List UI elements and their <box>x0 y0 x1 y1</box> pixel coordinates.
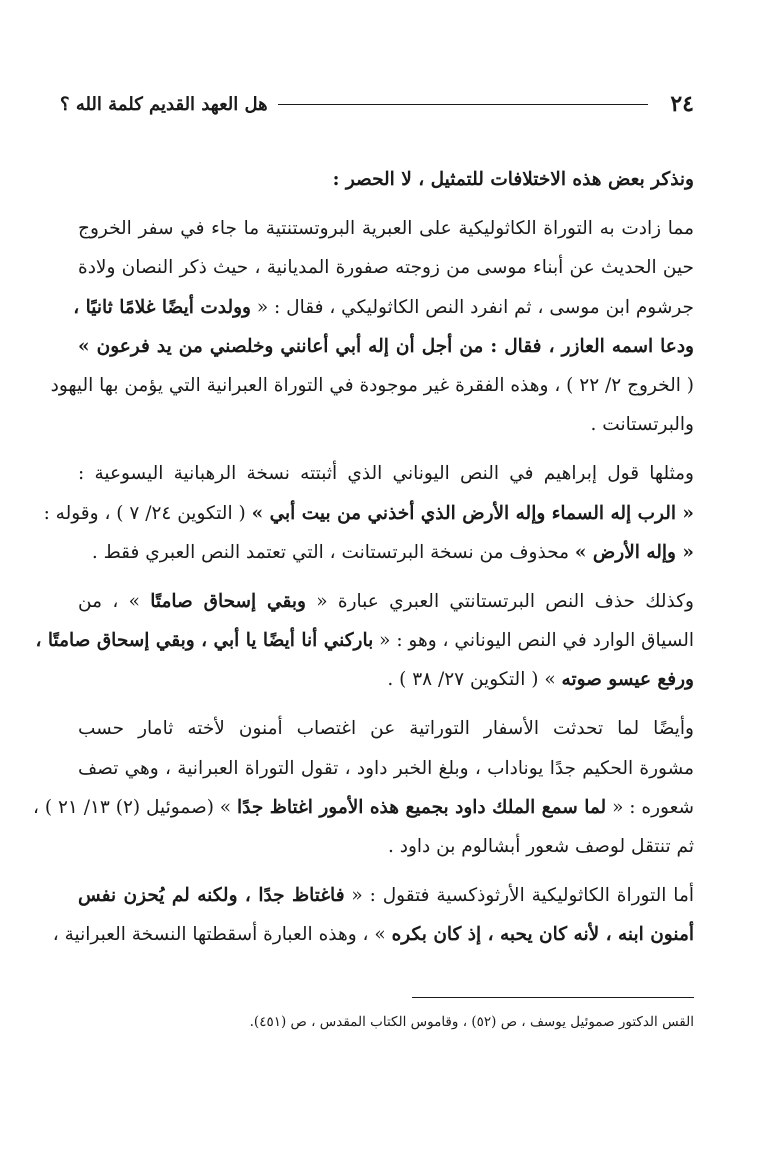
p5-line-1 <box>78 876 694 915</box>
p1-line-3-plain: جرشوم ابن موسى ، ثم انفرد النص الكاثوليكي ، فقال : « <box>250 296 694 318</box>
p3-line-2 <box>35 621 694 660</box>
p1-line-4-quote: ودعا اسمه العازر ، فقال : من أجل أن إله أبي أعانني وخلصني من يد فرعون » <box>78 335 694 357</box>
paragraph-1 <box>50 209 694 444</box>
paragraph-3 <box>35 582 694 700</box>
footnote: القس الدكتور صموئيل يوسف ، ص (٥٢) ، وقاموس الكتاب المقدس ، ص (٤٥١). <box>249 1014 694 1030</box>
paragraph-2 <box>43 454 694 572</box>
page-number: ٢٤ <box>670 91 694 117</box>
p5-line-2 <box>52 915 694 954</box>
p4-line-4: ثم تنتقل لوصف شعور أبشالوم بن داود . <box>387 836 694 857</box>
p3-line-2-quote: باركني أنا أيضًا يا أبي ، وبقي إسحاق صامتًا ، <box>35 630 374 652</box>
p1-line-1: مما زادت به التوراة الكاثوليكية على العبرية البروتستنتية ما جاء في سفر الخروج <box>78 218 694 240</box>
p2-line-2 <box>43 494 694 533</box>
p3-line-3 <box>78 660 694 699</box>
p5-line-1-plain: أما التوراة الكاثوليكية الأرثوذكسية فتقول : « <box>344 885 694 907</box>
p3-line-1-plain: وكذلك حذف النص البرتستانتي العبري عبارة « <box>305 590 694 612</box>
p2-line-1: ومثلها قول إبراهيم في النص اليوناني الذي أثبتته نسخة الرهبانية اليسوعية : <box>78 463 694 485</box>
intro-line <box>78 160 694 199</box>
p3-line-3-plain: » ( التكوين ٢٧/ ٣٨ ) . <box>387 669 562 691</box>
p5-line-2-quote: أمنون ابنه ، لأنه كان يحبه ، إذ كان بكره <box>391 924 694 946</box>
p4-line-3 <box>33 788 694 827</box>
p2-line-3-plain: محذوف من نسخة البرتستانت ، التي تعتمد النص العبري فقط . <box>91 541 575 563</box>
p1-line-4 <box>78 327 694 366</box>
p1-line-3 <box>73 288 694 327</box>
p2-line-2-quote: « الرب إله السماء وإله الأرض الذي أخذني من بيت أبي » <box>251 502 694 524</box>
paragraph-5 <box>52 876 694 954</box>
p1-line-3-quote: وولدت أيضًا غلامًا ثانيًا ، <box>73 296 251 318</box>
p3-line-2-plain: السياق الوارد في النص اليوناني ، وهو : « <box>373 630 694 652</box>
body-text <box>33 160 694 955</box>
p3-line-1-tail: » ، من <box>78 590 151 612</box>
p2-line-3-quote: « وإله الأرض » <box>574 541 694 563</box>
intro-text: ونذكر بعض هذه الاختلافات للتمثيل ، لا الحصر : <box>332 169 694 190</box>
p1-line-5: ( الخروج ٢/ ٢٢ ) ، وهذه الفقرة غير موجودة في التوراة العبرانية التي يؤمن بها اليهود <box>50 374 694 396</box>
p3-line-3-quote: ورفع عيسو صوته <box>561 669 694 691</box>
running-title: هل العهد القديم كلمة الله ؟ <box>60 93 268 115</box>
p3-line-1 <box>78 582 694 621</box>
p2-line-3 <box>78 533 694 572</box>
p1-line-2: حين الحديث عن أبناء موسى من زوجته صفورة المديانية ، حيث ذكر النصان ولادة <box>78 257 694 279</box>
p4-line-1: وأيضًا لما تحدثت الأسفار التوراتية عن اغتصاب أمنون لأخته ثامار حسب <box>78 718 694 740</box>
p1-line-6: والبرتستانت . <box>590 414 694 436</box>
p4-line-3-quote: لما سمع الملك داود بجميع هذه الأمور اغتاظ جدًا <box>237 796 607 818</box>
p5-line-2-plain: » ، وهذه العبارة أسقطتها النسخة العبرانية ، <box>52 924 392 946</box>
p5-line-1-quote: فاغتاظ جدًا ، ولكنه لم يُحزن نفس <box>78 885 345 907</box>
paragraph-4 <box>33 709 694 866</box>
footnote-rule <box>412 997 694 998</box>
p4-line-3-plain: شعوره : « <box>606 796 694 818</box>
p3-line-1-quote: وبقي إسحاق صامتًا <box>150 590 306 612</box>
page-header <box>60 84 694 124</box>
p2-line-2-plain: ( التكوين ٢٤/ ٧ ) ، وقوله : <box>43 502 252 524</box>
p4-line-3-tail: » (صموئيل (٢) ١٣/ ٢١ ) ، <box>33 796 238 818</box>
p4-line-2: مشورة الحكيم جدًا يوناداب ، وبلغ الخبر داود ، تقول التوراة العبرانية ، وهي تصف <box>78 757 694 779</box>
header-rule <box>278 104 649 105</box>
